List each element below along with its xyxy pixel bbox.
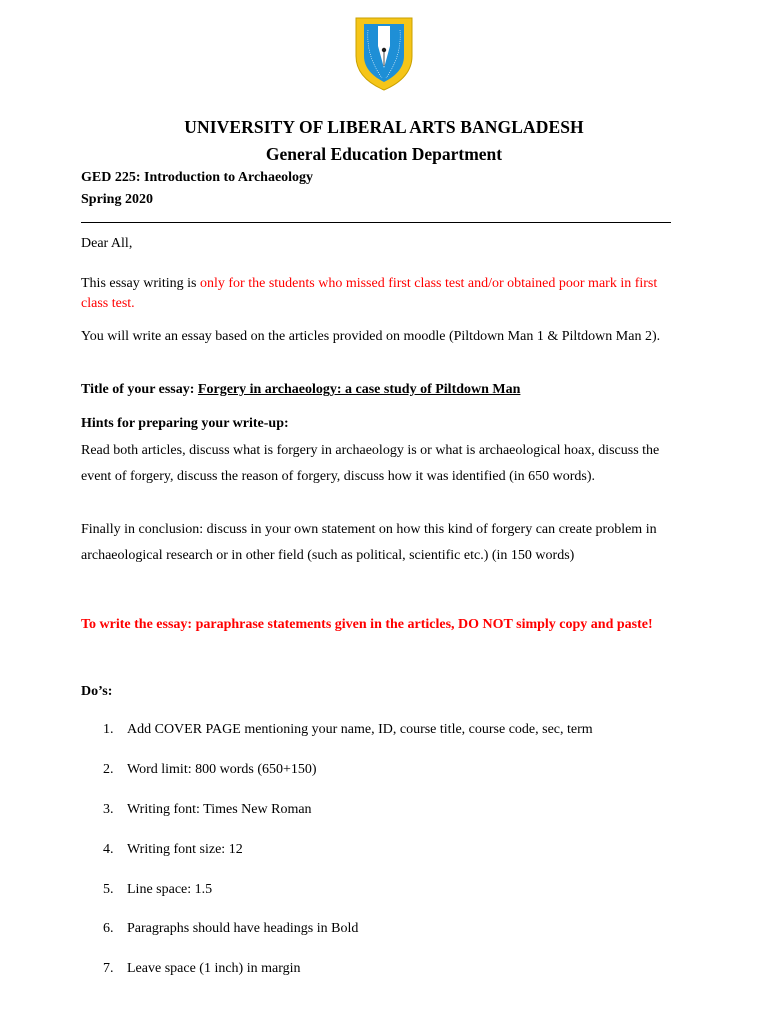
hints-paragraph: Read both articles, discuss what is forgery in archaeology is or what is archaeological hoax, discuss the event of forgery, discuss the reason of forgery, discuss how it was identified (in 650 words).: [81, 443, 660, 484]
paraphrase-warning: To write the essay: paraphrase statements given in the articles, DO NOT simply copy and paste!: [81, 617, 653, 632]
course-title: GED 225: Introduction to Archaeology: [81, 170, 314, 185]
eligibility-prefix: This essay writing is: [81, 276, 200, 291]
list-text: Add COVER PAGE mentioning your name, ID, course title, course code, sec, term: [127, 722, 593, 737]
list-item: [103, 800, 312, 820]
list-number: 6.: [103, 921, 114, 936]
greeting: Dear All,: [81, 236, 133, 251]
list-number: 2.: [103, 762, 114, 777]
list-text: Paragraphs should have headings in Bold: [127, 921, 359, 936]
list-number: 5.: [103, 882, 114, 897]
header-divider: [81, 222, 671, 223]
list-item: [103, 720, 593, 740]
list-number: 1.: [103, 722, 114, 737]
essay-title-label: Title of your essay:: [81, 382, 198, 397]
moodle-paragraph: You will write an essay based on the articles provided on moodle (Piltdown Man 1 & Piltdown Man 2).: [81, 329, 661, 344]
list-item: [103, 959, 301, 979]
eligibility-highlight: only for the students who missed first class test and/or obtained poor mark in first class test.: [81, 276, 658, 311]
list-item: [103, 760, 317, 780]
list-number: 4.: [103, 842, 114, 857]
list-text: Writing font size: 12: [127, 842, 243, 857]
list-item: [103, 919, 358, 939]
dos-heading: Do’s:: [81, 684, 113, 699]
hints-heading: Hints for preparing your write-up:: [81, 416, 289, 431]
university-logo: [352, 16, 416, 92]
essay-eligibility-paragraph: [81, 274, 681, 314]
conclusion-paragraph: Finally in conclusion: discuss in your own statement on how this kind of forgery can create problem in archaeological research or in other field (such as political, scientific etc.) (in 150 words): [81, 522, 657, 563]
course-term: Spring 2020: [81, 192, 153, 207]
list-item: [103, 880, 212, 900]
list-text: Word limit: 800 words (650+150): [127, 762, 317, 777]
list-item: [103, 840, 243, 860]
list-text: Line space: 1.5: [127, 882, 213, 897]
department-title: General Education Department: [265, 144, 503, 164]
essay-title-value: Forgery in archaeology: a case study of Piltdown Man: [197, 382, 521, 397]
list-text: Leave space (1 inch) in margin: [127, 961, 301, 976]
list-number: 3.: [103, 802, 114, 817]
essay-title-line: [81, 380, 681, 400]
university-title: UNIVERSITY OF LIBERAL ARTS BANGLADESH: [184, 117, 584, 137]
list-text: Writing font: Times New Roman: [127, 802, 312, 817]
list-number: 7.: [103, 961, 114, 976]
